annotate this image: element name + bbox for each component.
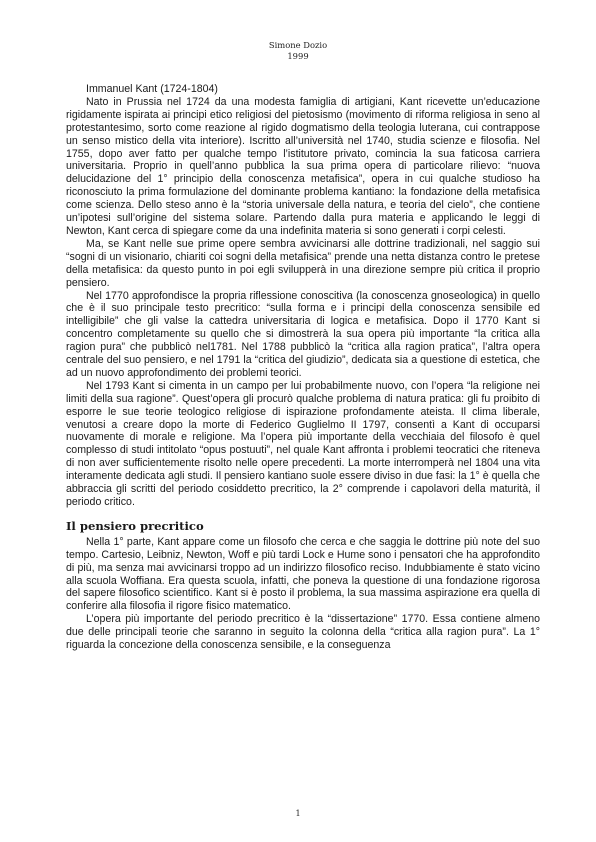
- section-heading: Il pensiero precritico: [66, 518, 204, 533]
- document-body: [66, 83, 540, 652]
- document-title: Immanuel Kant (1724-1804): [86, 83, 218, 95]
- paragraph: Nella 1° parte, Kant appare come un filosofo che cerca e che saggia le dottrine più note del suo tempo. Cartesio, Leibniz, Newton, Woff e più tardi Lock e Hume sono i pensatori che ha approfondito di più, ma senza mai avvicinarsi troppo ad un indirizzo filosofico reciso. Indubbiamente è stato vicino alla scuola Woffiana. Era questa scuola, infatti, che poneva la questione di una fondazione rigorosa del sapere filosofico scientifico. Kant si è posto il problema, la sua massima aspirazione era quella di conferire alla filosofia il rigore fisico matematico.: [66, 535, 540, 613]
- header-author: Simone Dozio: [268, 40, 328, 50]
- page-number: 1: [295, 809, 301, 818]
- paragraph: L’opera più importante del periodo precritico è la “dissertazione” 1770. Essa contiene almeno due delle principali teorie che saranno in seguito la colonna della “critica alla ragion pura”. La 1° riguarda la concezione della conoscenza sensibile, e la conseguenza: [66, 613, 540, 652]
- paragraph: Nato in Prussia nel 1724 da una modesta famiglia di artigiani, Kant ricevette un’educazione rigidamente ispirata ai principi etico religiosi del pietosismo (movimento di riforma religiosa in seno al protestantesimo, sorto come reazione al rigido dogmatismo della teologia luterana, cui contrappose un senso mistico della vita interiore). Iscritto all’università nel 1740, studia scienze e filosofia. Nel 1755, dopo aver fatto per qualche tempo l’istitutore privato, comincia la sua faticosa carriera universitaria. Proprio in quell’anno pubblica la sua prima opera di particolare rilievo: “nuova delucidazione del 1° principio della conoscenza metafisica”, opera in cui qualche studioso ha riconosciuto la prima formulazione del dominante problema kantiano: la fondazione della metafisica come scienza. Dello steso anno è la “storia universale della natura, e teoria del cielo”, che contiene un’ipotesi sull’origine del sistema solare. Partendo dalla pura materia e applicando le leggi di Newton, Kant cerca di spiegare come da una indefinita materia si sono generati i corpi celesti.: [66, 95, 540, 237]
- paragraph: Nel 1770 approfondisce la propria riflessione conoscitiva (la conoscenza gnoseologica) in quello che è il suo principale testo precritico: “sulla forma e i principi della conoscenza sensibile ed intelligibile” che gli valse la cattedra universitaria di logica e metafisica. Dopo il 1770 Kant si concentro completamente su quello che si dimostrerà la sua opera più importante “la critica alla ragion pura” che pubblicò nel1781. Nel 1788 pubblicò la “critica alla ragion pratica”, l’altra opera centrale del suo pensiero, e nel 1791 la “critica del giudizio”, dedicata sia a questione di estetica, che ad un nuovo approfondimento dei problemi teorici.: [66, 289, 540, 379]
- page-header: [0, 40, 596, 62]
- header-year: 1999: [287, 51, 309, 61]
- paragraph: Ma, se Kant nelle sue prime opere sembra avvicinarsi alle dottrine tradizionali, nel saggio sui “sogni di un visionario, chiariti coi sogni della metafisica” prende una netta distanza contro le pretese della metafisica: da questo punto in poi egli svilupperà in una direzione sempre più critica il proprio pensiero.: [66, 237, 540, 289]
- paragraph: Nel 1793 Kant si cimenta in un campo per lui probabilmente nuovo, con l’opera “la religione nei limiti della sua ragione”. Quest’opera gli procurò qualche problema di natura pratica: gli fu proibito di esporre le sue teorie teologico religiose di ispirazione profondamente ateista. Il clima liberale, venutosi a creare dopo la morte di Federico Guglielmo II 1797, consentì a Kant di occuparsi nuovamente di morale e religione. Ma l’opera più importante della vecchiaia del filosofo è quel complesso di studi intitolato “opus postuuti”, nel quale Kant affronta i problemi teocratici che riteneva di non aver sufficientemente risolto nelle opere precedenti. La morte interromperà nel 1804 una vita interamente dedicata agli studi. Il pensiero kantiano suole essere diviso in due fasi: la 1° è quella che abbraccia gli scritti del periodo cosiddetto precritico, la 2° comprende i capolavori della maturità, il periodo critico.: [66, 379, 540, 508]
